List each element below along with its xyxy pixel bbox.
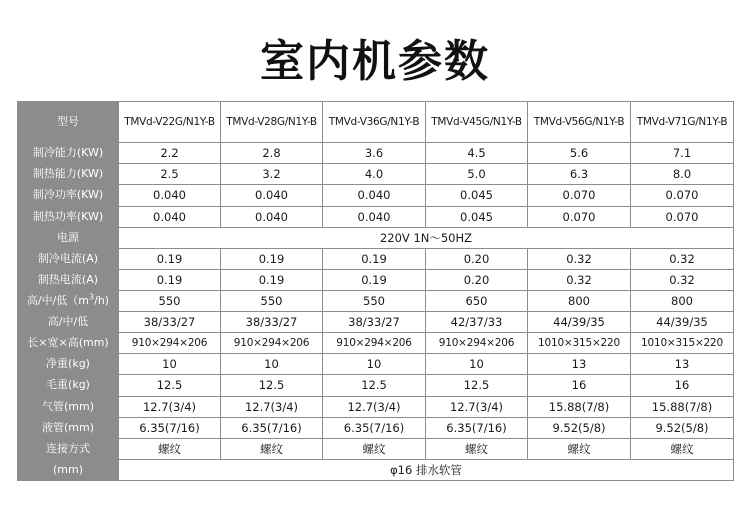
table-cell: 螺纹 xyxy=(631,438,734,459)
table-cell: 38/33/27 xyxy=(119,312,221,333)
row-label: 气管(mm) xyxy=(18,396,119,417)
table-cell: 12.5 xyxy=(221,375,323,396)
table-cell: 2.2 xyxy=(119,143,221,164)
table-cell: 800 xyxy=(631,290,734,311)
row-label: 制冷功率(KW) xyxy=(18,185,119,206)
table-cell: 800 xyxy=(528,290,631,311)
model-name: TMVd-V45G/N1Y-B xyxy=(426,102,528,143)
table-cell: 9.52(5/8) xyxy=(631,417,734,438)
table-cell: 0.20 xyxy=(426,269,528,290)
row-label: 制冷能力(KW) xyxy=(18,143,119,164)
table-cell: 螺纹 xyxy=(119,438,221,459)
table-cell: 15.88(7/8) xyxy=(528,396,631,417)
table-cell: 4.5 xyxy=(426,143,528,164)
table-cell: 15.88(7/8) xyxy=(631,396,734,417)
model-name: TMVd-V71G/N1Y-B xyxy=(631,102,734,143)
power-supply-cell: 220V 1N～50HZ xyxy=(119,227,734,248)
table-cell: 0.19 xyxy=(221,269,323,290)
table-cell: 5.0 xyxy=(426,164,528,185)
row-label: 净重(kg) xyxy=(18,354,119,375)
table-cell: 910×294×206 xyxy=(119,333,221,354)
table-row xyxy=(18,396,734,417)
row-label: 制热能力(KW) xyxy=(18,164,119,185)
table-cell: 螺纹 xyxy=(221,438,323,459)
row-label: 制热功率(KW) xyxy=(18,206,119,227)
table-row xyxy=(18,248,734,269)
spec-table xyxy=(17,101,734,481)
table-cell: 0.040 xyxy=(119,206,221,227)
table-row xyxy=(18,143,734,164)
table-cell: 12.7(3/4) xyxy=(426,396,528,417)
table-cell: 13 xyxy=(528,354,631,375)
airflow-label-post: /h) xyxy=(94,294,110,308)
table-cell: 3.6 xyxy=(323,143,426,164)
table-cell: 0.040 xyxy=(119,185,221,206)
table-cell: 4.0 xyxy=(323,164,426,185)
table-cell: 7.1 xyxy=(631,143,734,164)
table-row xyxy=(18,375,734,396)
table-row xyxy=(18,312,734,333)
table-row xyxy=(18,206,734,227)
table-row xyxy=(18,164,734,185)
table-cell: 10 xyxy=(426,354,528,375)
table-row xyxy=(18,417,734,438)
table-row xyxy=(18,438,734,459)
table-row xyxy=(18,227,734,248)
row-label: 电源 xyxy=(18,227,119,248)
model-name: TMVd-V56G/N1Y-B xyxy=(528,102,631,143)
table-row xyxy=(18,185,734,206)
table-cell: 1010×315×220 xyxy=(528,333,631,354)
table-cell: 12.7(3/4) xyxy=(119,396,221,417)
table-cell: 650 xyxy=(426,290,528,311)
table-cell: 12.7(3/4) xyxy=(221,396,323,417)
table-cell: 44/39/35 xyxy=(631,312,734,333)
table-cell: 38/33/27 xyxy=(323,312,426,333)
table-cell: 0.32 xyxy=(631,248,734,269)
table-cell: 螺纹 xyxy=(528,438,631,459)
table-cell: 10 xyxy=(221,354,323,375)
row-label: 毛重(kg) xyxy=(18,375,119,396)
row-label: 高/中/低 xyxy=(18,312,119,333)
table-cell: 3.2 xyxy=(221,164,323,185)
table-cell: 0.070 xyxy=(528,185,631,206)
table-row xyxy=(18,333,734,354)
drain-pipe-cell: φ16 排水软管 xyxy=(119,459,734,480)
table-cell: 0.20 xyxy=(426,248,528,269)
table-cell: 0.045 xyxy=(426,206,528,227)
table-cell: 42/37/33 xyxy=(426,312,528,333)
table-cell: 12.7(3/4) xyxy=(323,396,426,417)
model-name: TMVd-V22G/N1Y-B xyxy=(119,102,221,143)
table-cell: 6.35(7/16) xyxy=(323,417,426,438)
table-cell: 0.32 xyxy=(528,269,631,290)
table-cell: 13 xyxy=(631,354,734,375)
row-label: 制热电流(A) xyxy=(18,269,119,290)
table-cell: 0.19 xyxy=(119,248,221,269)
table-cell: 0.040 xyxy=(323,206,426,227)
table-cell: 1010×315×220 xyxy=(631,333,734,354)
table-cell: 螺纹 xyxy=(323,438,426,459)
table-cell: 0.040 xyxy=(323,185,426,206)
table-cell: 550 xyxy=(323,290,426,311)
table-cell: 0.070 xyxy=(528,206,631,227)
table-cell: 910×294×206 xyxy=(323,333,426,354)
table-cell: 0.040 xyxy=(221,185,323,206)
row-label xyxy=(18,290,119,311)
table-cell: 9.52(5/8) xyxy=(528,417,631,438)
table-cell: 8.0 xyxy=(631,164,734,185)
table-cell: 910×294×206 xyxy=(221,333,323,354)
table-cell: 0.32 xyxy=(631,269,734,290)
table-cell: 0.19 xyxy=(323,269,426,290)
table-cell: 12.5 xyxy=(323,375,426,396)
model-name: TMVd-V28G/N1Y-B xyxy=(221,102,323,143)
table-cell: 0.19 xyxy=(221,248,323,269)
table-cell: 0.32 xyxy=(528,248,631,269)
table-cell: 550 xyxy=(221,290,323,311)
table-row xyxy=(18,290,734,311)
row-label: 型号 xyxy=(18,102,119,143)
table-cell: 0.19 xyxy=(119,269,221,290)
table-cell: 16 xyxy=(631,375,734,396)
table-cell: 螺纹 xyxy=(426,438,528,459)
table-cell: 910×294×206 xyxy=(426,333,528,354)
table-cell: 10 xyxy=(119,354,221,375)
row-label: 长×宽×高(mm) xyxy=(18,333,119,354)
table-cell: 2.5 xyxy=(119,164,221,185)
row-label: 连接方式 xyxy=(18,438,119,459)
table-cell: 0.070 xyxy=(631,185,734,206)
table-cell: 44/39/35 xyxy=(528,312,631,333)
table-cell: 38/33/27 xyxy=(221,312,323,333)
table-cell: 12.5 xyxy=(119,375,221,396)
table-cell: 0.070 xyxy=(631,206,734,227)
table-cell: 6.35(7/16) xyxy=(119,417,221,438)
table-row xyxy=(18,354,734,375)
row-label: 制冷电流(A) xyxy=(18,248,119,269)
table-cell: 6.35(7/16) xyxy=(426,417,528,438)
table-cell: 10 xyxy=(323,354,426,375)
table-cell: 16 xyxy=(528,375,631,396)
table-row xyxy=(18,459,734,480)
page-title: 室内机参数 xyxy=(260,36,490,87)
table-cell: 6.3 xyxy=(528,164,631,185)
table-cell: 0.19 xyxy=(323,248,426,269)
model-name: TMVd-V36G/N1Y-B xyxy=(323,102,426,143)
table-row xyxy=(18,269,734,290)
airflow-label-sup: 3 xyxy=(89,292,95,302)
table-cell: 0.040 xyxy=(221,206,323,227)
table-cell: 0.045 xyxy=(426,185,528,206)
table-cell: 12.5 xyxy=(426,375,528,396)
table-cell: 2.8 xyxy=(221,143,323,164)
table-cell: 6.35(7/16) xyxy=(221,417,323,438)
row-label: 液管(mm) xyxy=(18,417,119,438)
table-cell: 5.6 xyxy=(528,143,631,164)
table-cell: 550 xyxy=(119,290,221,311)
table-header-row xyxy=(18,102,734,143)
airflow-label-pre: 高/中/低（m xyxy=(26,294,90,308)
row-label: (mm) xyxy=(18,459,119,480)
